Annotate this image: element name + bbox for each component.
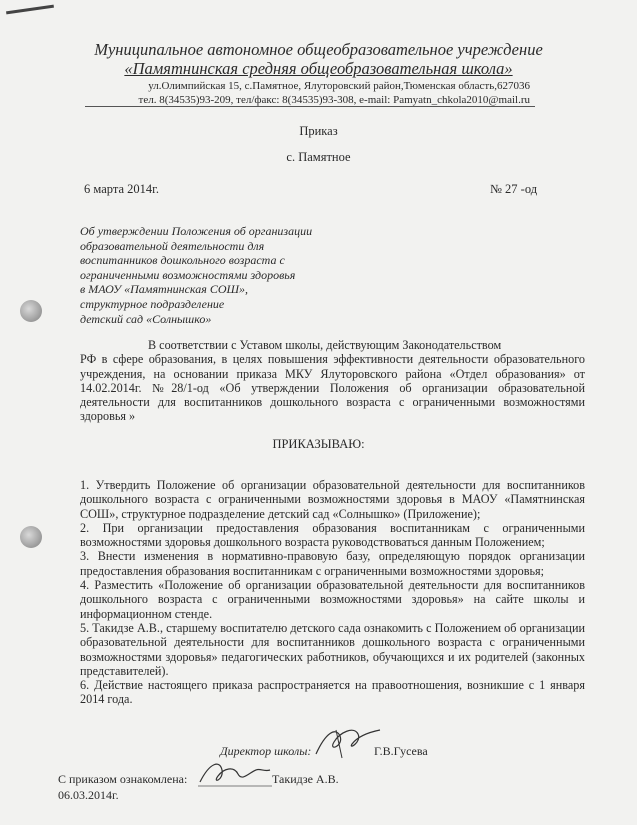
order-item: 1. Утвердить Положение об организации образовательной деятельности для воспитанников дошкольного возраста с ограниченными возможностями здоровья в МАОУ «Памятнинская СОШ», структурное подразделение детский сад «Солнышко» (Приложение); [80,478,585,521]
subject-line: детский сад «Солнышко» [80,311,212,326]
intro-first-line: В соответствии с Уставом школы, действующим Законодательством [148,338,502,352]
order-item: 4. Разместить «Положение об организации образовательной деятельности для воспитанников дошкольного возраста с ограниченными возможностями здоровья» на сайте школы и информационном стенде. [80,578,585,621]
acknowledgement-date: 06.03.2014г. [58,788,119,802]
subject-line: в МАОУ «Памятнинская СОШ», [80,282,248,297]
subject-line: воспитанников дошкольного возраста с [80,253,285,268]
acknowledgement-signature-icon [194,758,274,792]
acknowledgement-name: Такидзе А.В. [272,772,339,786]
acknowledgement-label: С приказом ознакомлена: [58,772,188,786]
subject-line: структурное подразделение [80,296,225,311]
organization-name: Муниципальное автономное общеобразовательное учреждение [94,40,543,59]
document-number: № 27 -од [490,182,538,196]
intro-body: РФ в сфере образования, в целях повышения эффективности деятельности образовательного учреждения, на основании приказа МКУ Ялуторовского района «Отдел образования» от 14.02.2014г. №28/1-од «Об утверждении Положения об организации образовательной деятельности для воспитанников дошкольного возраста с ограниченными возможностями здоровья » [80,352,585,424]
order-items [80,478,585,707]
order-item: 6. Действие настоящего приказа распространяется на правоотношения, возникшие с 1 января 2014 года. [80,678,585,707]
school-name: «Памятнинская средняя общеобразовательная школа» [124,59,513,78]
director-label: Директор школы: [220,744,312,758]
order-item: 3. Внести изменения в нормативно-правовую базу, определяющую порядок организации предоставления образования воспитанникам с ограниченными возможностями здоровья; [80,549,585,578]
intro-paragraph [80,338,585,424]
document-place: с. Памятное [286,150,351,164]
header-divider [85,106,535,107]
order-item: 2. При организации предоставления образования воспитанникам с ограниченными возможностями здоровья дошкольного возраста руководствоваться данным Положением; [80,520,585,550]
school-address: ул.Олимпийская 15, с.Памятное, Ялуторовский район,Тюменская область,627036 [148,80,530,92]
subject-line: ограниченными возможностями здоровья [80,267,296,282]
punch-hole [20,526,42,548]
subject-line: Об утверждении Положения об организации [80,224,313,238]
punch-hole [20,300,42,322]
order-item: 5. Такидзе А.В., старшему воспитателю детского сада ознакомить с Положением об организации образовательной деятельности для воспитанников дошкольного возраста с ограниченными возможностями здоровья» педагогических работников, обучающихся и их родителей (законных представителей). [80,620,585,678]
school-contacts: тел. 8(34535)93-209, тел/факс: 8(34535)93-308, e-mail: Pamyatn_chkola2010@mail.ru [138,94,530,106]
document-date: 6 марта 2014г. [84,182,159,196]
scan-artifact [6,5,54,15]
order-subject [80,224,340,326]
order-heading: ПРИКАЗЫВАЮ: [272,437,365,451]
document-title: Приказ [299,124,338,138]
subject-line: образовательной деятельности для [80,238,265,253]
director-name: Г.В.Гусева [374,744,428,758]
